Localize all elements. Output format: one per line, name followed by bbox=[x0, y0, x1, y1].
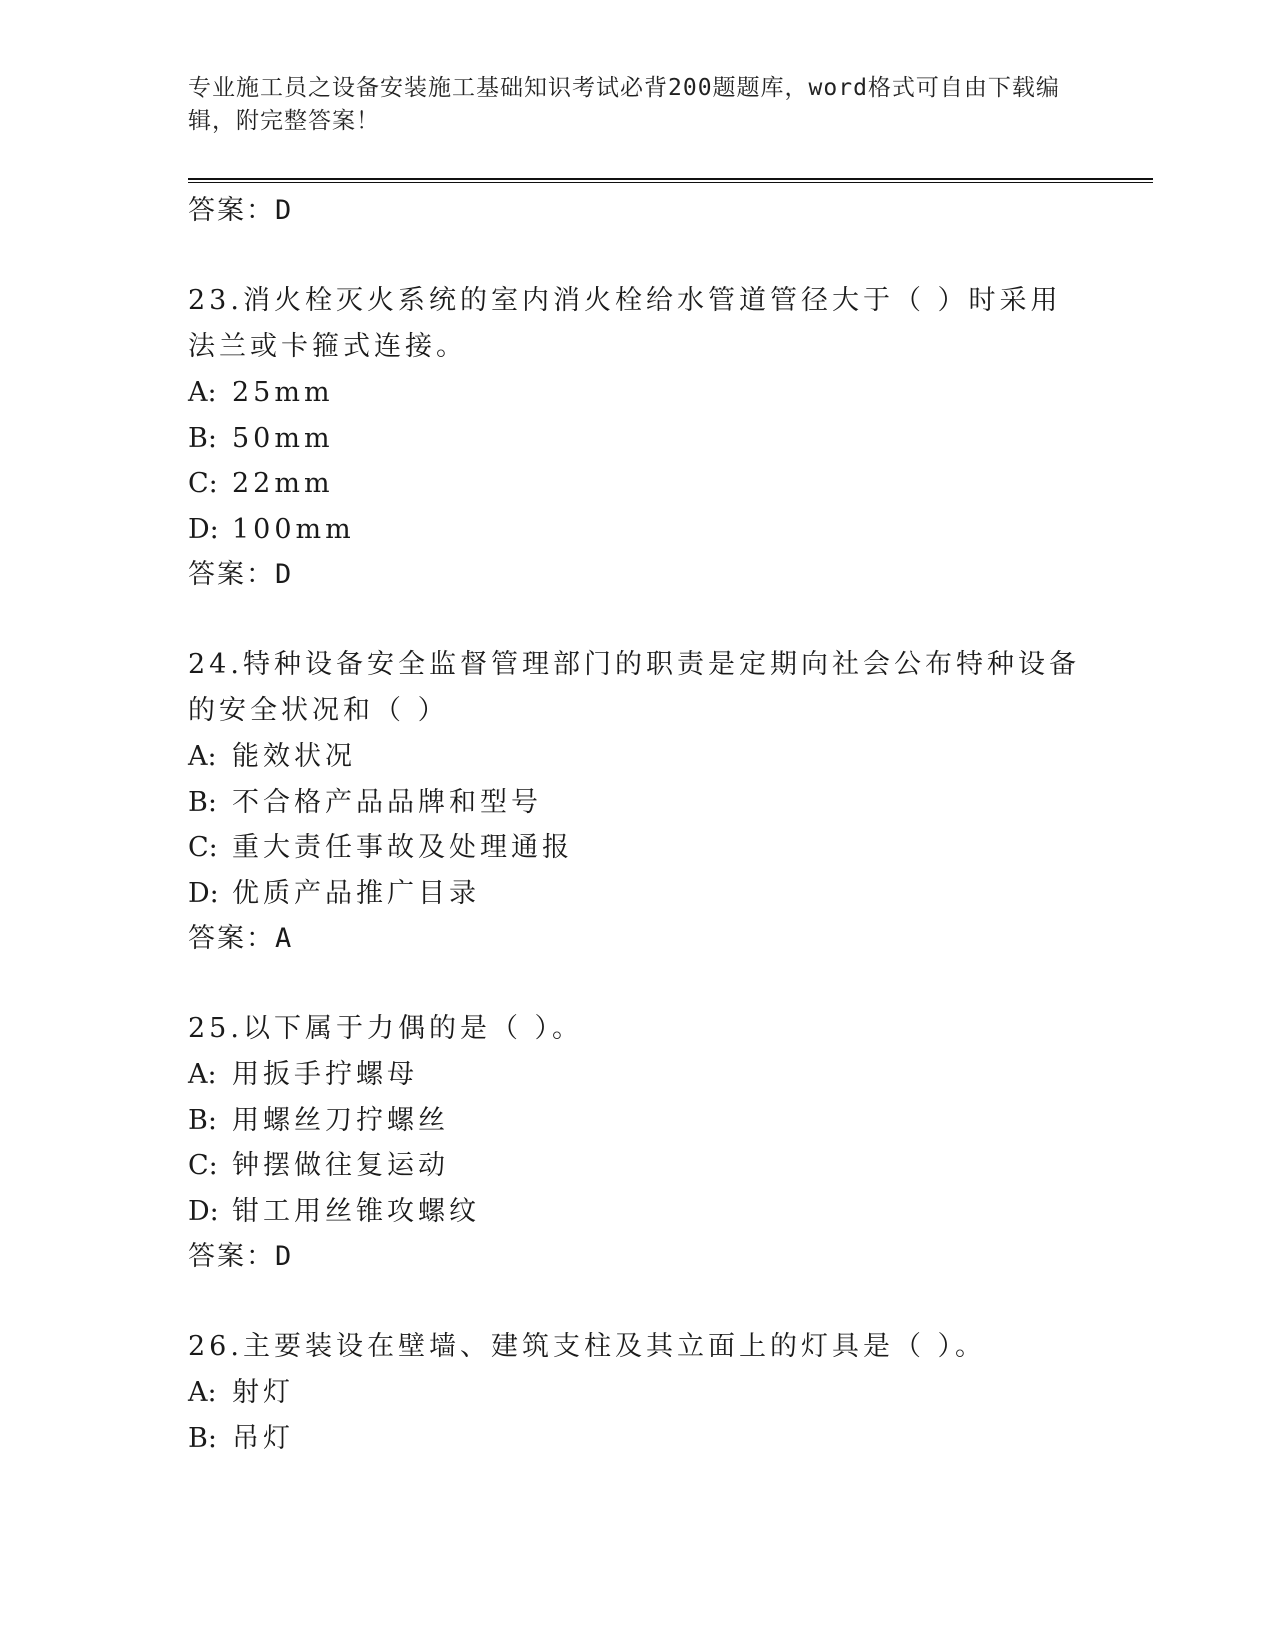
option-a: A: 射灯 bbox=[188, 1377, 294, 1408]
answer-value: A bbox=[275, 923, 294, 954]
question-text: 26.主要装设在壁墙、建筑支柱及其立面上的灯具是（ ）。 bbox=[188, 1331, 987, 1362]
question-text: 23.消火栓灭火系统的室内消火栓给水管道管径大于（ ）时采用法兰或卡箍式连接。 bbox=[188, 285, 1062, 362]
question-text: 24.特种设备安全监督管理部门的职责是定期向社会公布特种设备的安全状况和（ ） bbox=[188, 649, 1080, 726]
option-b: B: 不合格产品品牌和型号 bbox=[188, 786, 542, 818]
option-b: B: 50mm bbox=[188, 422, 334, 454]
answer-label: 答案： bbox=[188, 195, 275, 226]
option-b: B: 吊灯 bbox=[188, 1422, 294, 1454]
option-c: C: 重大责任事故及处理通报 bbox=[188, 832, 573, 863]
option-a: A: 能效状况 bbox=[188, 741, 356, 772]
answer-label: 答案： bbox=[188, 1241, 275, 1272]
question-item bbox=[188, 1324, 1088, 1461]
question-item bbox=[188, 1006, 1088, 1280]
option-b: B: 用螺丝刀拧螺丝 bbox=[188, 1104, 449, 1136]
answer-value: D bbox=[275, 1241, 294, 1272]
question-item bbox=[188, 278, 1088, 598]
option-d: D: 优质产品推广目录 bbox=[188, 877, 480, 909]
question-item bbox=[188, 642, 1088, 962]
answer-line bbox=[188, 916, 1088, 962]
question-list bbox=[188, 188, 1088, 1461]
option-a: A: 25mm bbox=[188, 377, 334, 408]
option-d: D: 钳工用丝锥攻螺纹 bbox=[188, 1195, 480, 1227]
option-d: D: 100mm bbox=[188, 513, 355, 545]
option-c: C: 22mm bbox=[188, 468, 334, 499]
answer-label: 答案： bbox=[188, 559, 275, 590]
option-a: A: 用扳手拧螺母 bbox=[188, 1059, 418, 1090]
answer-line bbox=[188, 552, 1088, 598]
option-c: C: 钟摆做往复运动 bbox=[188, 1150, 449, 1181]
question-text: 25.以下属于力偶的是（ ）。 bbox=[188, 1013, 584, 1044]
document-header: 专业施工员之设备安装施工基础知识考试必背200题题库，word格式可自由下载编辑，附完整答案！ bbox=[188, 75, 1060, 134]
header-divider-thin bbox=[188, 182, 1153, 183]
answer-line bbox=[188, 188, 1088, 234]
answer-value: D bbox=[275, 559, 294, 590]
header-divider bbox=[188, 178, 1153, 180]
answer-label: 答案： bbox=[188, 923, 275, 954]
answer-line bbox=[188, 1234, 1088, 1280]
answer-value: D bbox=[275, 195, 294, 226]
